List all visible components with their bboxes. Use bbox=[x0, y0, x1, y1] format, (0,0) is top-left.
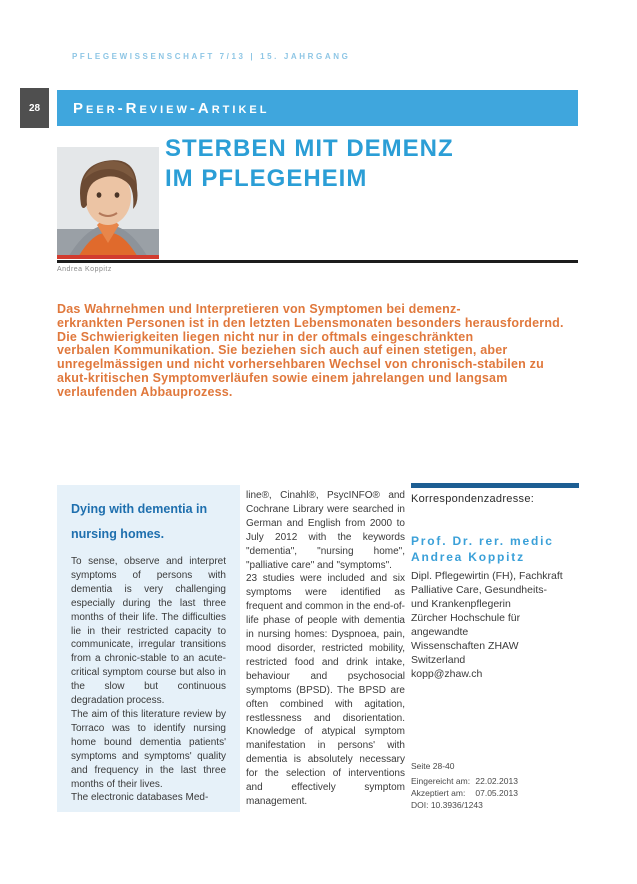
page-number-badge bbox=[20, 88, 49, 128]
abstract-paragraph: 23 studies were included and six symptoms were identified as frequent and common in the end-of-life phase of people with dementia in nursing homes: Dyspnoea, pain, mood disorder, restricted mobility, restricted food and drink intake, behaviour and psychosocial symptoms (BPSD). The BPSD are often combined with agitation, restlessness and disorientation. Knowledge of atypical symptom manifestation in persons' with dementia is absolutely necessary for the selection of interventions and effectively symptom management. bbox=[246, 573, 405, 807]
abstract-paragraph: To sense, observe and interpret symptoms of persons with dementia is very challenging especially during the last three months of their life. The difficulties lie in their restricted capacity to communicate, irregular transitions from a chronic-stable to an acute-critical symptom course but also in the slow but continuous degradation process. bbox=[71, 556, 226, 707]
abstract-paragraph: line®, Cinahl®, PsycINFO® and Cochrane Library were searched in German and English from 2000 to July 2012 with the keywords "dementia", "nursing home", "palliative care" and "symptoms". bbox=[246, 490, 405, 571]
abstract-heading-line2: nursing homes. bbox=[71, 527, 165, 541]
page-range: Seite 28-40 bbox=[411, 761, 455, 771]
lead-line: Die Schwierigkeiten liegen nicht nur in der oftmals eingeschränkten bbox=[57, 329, 474, 344]
article-title-line2: IM PFLEGEHEIM bbox=[165, 165, 368, 192]
article-title bbox=[165, 134, 454, 194]
correspondence-line: Zürcher Hochschule für angewandte bbox=[411, 612, 521, 638]
photo-caption: Andrea Koppitz bbox=[57, 266, 112, 273]
lead-line: erkrankten Personen ist in den letzten Lebensmonaten besonders herausfordernd. bbox=[57, 315, 564, 330]
correspondence-email: kopp@zhaw.ch bbox=[411, 668, 483, 680]
lead-line: verbalen Kommunikation. Sie beziehen sich auch auf einen stetigen, aber bbox=[57, 343, 508, 358]
correspondence-line: Palliative Care, Gesundheits- bbox=[411, 584, 547, 596]
doi: DOI: 10.3936/1243 bbox=[411, 800, 483, 810]
page-number: 28 bbox=[28, 102, 41, 114]
correspondence-name bbox=[411, 533, 579, 565]
correspondence-block bbox=[411, 483, 579, 681]
lead-line: Das Wahrnehmen und Interpretieren von Symptomen bei demenz- bbox=[57, 302, 461, 316]
submitted-label: Eingereicht am: bbox=[411, 776, 471, 786]
abstract-paragraph: The electronic databases Med- bbox=[71, 792, 209, 804]
correspondence-line: Wissenschaften ZHAW bbox=[411, 640, 519, 652]
abstract-column-2 bbox=[246, 489, 405, 809]
correspondence-heading: Korrespondenzadresse: bbox=[411, 493, 535, 505]
article-title-line1: STERBEN MIT DEMENZ bbox=[165, 135, 454, 162]
accepted-date: 07.05.2013 bbox=[475, 788, 518, 798]
correspondence-line: und Krankenpflegerin bbox=[411, 598, 511, 610]
correspondence-name-line2: Andrea Koppitz bbox=[411, 550, 525, 564]
accepted-row bbox=[411, 787, 518, 799]
correspondence-top-bar bbox=[411, 483, 579, 488]
abstract-paragraph: The aim of this literature review by Torraco was to identify nursing home bound dementia patients' symptoms and symptoms' quality and frequency in the last three months of their lives. bbox=[71, 708, 226, 790]
correspondence-line: Dipl. Pflegewirtin (FH), Fachkraft bbox=[411, 570, 563, 582]
abstract-box bbox=[57, 485, 240, 812]
section-label: Peer-Review-Artikel bbox=[73, 99, 270, 117]
section-band bbox=[57, 90, 578, 126]
portrait-illustration bbox=[57, 147, 159, 259]
submitted-row bbox=[411, 775, 518, 787]
abstract-heading-line1: Dying with dementia in bbox=[71, 502, 208, 516]
submitted-date: 22.02.2013 bbox=[475, 776, 518, 786]
lead-line: akut-kritischen Symptomverläufen sowie einem jahrelangen und langsam bbox=[57, 370, 508, 385]
lead-line: verlaufenden Abbauprozess. bbox=[57, 384, 233, 399]
lead-line: unregelmässigen und nicht vorhersehbaren Wechsel von chronisch-stabilen zu bbox=[57, 357, 544, 372]
author-portrait-photo bbox=[57, 147, 159, 259]
article-meta bbox=[411, 760, 518, 811]
abstract-heading bbox=[71, 497, 226, 547]
divider-rule bbox=[57, 260, 578, 263]
journal-header: PFLEGEWISSENSCHAFT 7/13 | 15. JAHRGANG bbox=[72, 52, 351, 61]
correspondence-address bbox=[411, 569, 579, 681]
lead-paragraph bbox=[57, 303, 587, 400]
correspondence-line: Switzerland bbox=[411, 654, 466, 666]
accepted-label: Akzeptiert am: bbox=[411, 788, 466, 798]
correspondence-name-line1: Prof. Dr. rer. medic bbox=[411, 534, 554, 548]
